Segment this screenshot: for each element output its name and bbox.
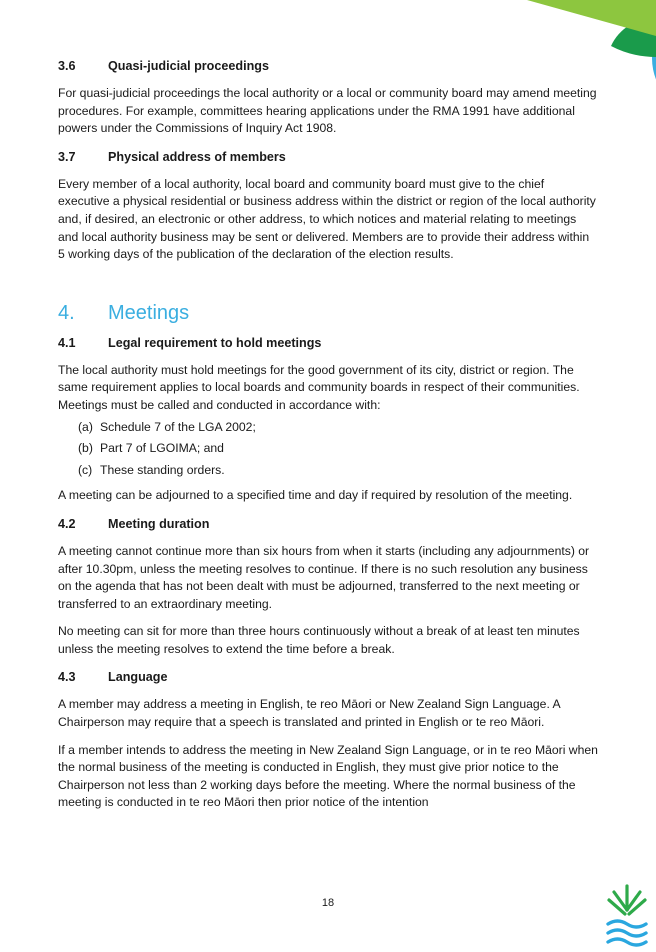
section-title: Language (108, 670, 168, 685)
section-title: Quasi-judicial proceedings (108, 59, 269, 73)
paragraph: A member may address a meeting in English, te reo Māori or New Zealand Sign Language. A Chairperson may require that a speech is translated and printed in English or te reo Māori. (58, 697, 560, 730)
section-number: 4.2 (58, 516, 76, 531)
paragraph: A meeting cannot continue more than six hours from when it starts (including any adjournments) or after 10.30pm, unless the meeting resolves to continue. If there is no such resolution any business on the agenda that has not been dealt with must be adjourned, transferred to the next meeting or transferred to an extraordinary meeting. (58, 543, 590, 611)
section-number: 3.6 (58, 59, 76, 73)
list-marker: (c) (78, 462, 93, 477)
list-text: These standing orders. (100, 462, 225, 477)
paragraph: No meeting can sit for more than three hours continuously without a break of at least ten minutes unless the meeting resolves to extend the time before a break. (58, 624, 580, 656)
chapter-title: Meetings (108, 301, 190, 324)
chapter-number: 4. (58, 301, 75, 324)
list-text: Schedule 7 of the LGA 2002; (100, 419, 256, 434)
section-number: 4.3 (58, 670, 76, 685)
section-heading-4-1 (58, 334, 598, 352)
section-heading-3-7 (58, 148, 598, 166)
paragraph: If a member intends to address the meeting in New Zealand Sign Language, or in te reo Māori when the normal business of the meeting is conducted in English, they must give prior notice to the Chairperson not less than 2 working days before the meeting. Where the normal business of the meeting is conducted in te reo Māori then prior notice of the intention (58, 742, 598, 810)
page-number: 18 (321, 897, 335, 909)
section-title: Physical address of members (108, 149, 286, 164)
document-page (58, 55, 598, 812)
paragraph: For quasi-judicial proceedings the local authority or a local or community board may amend meeting procedures. For example, committees hearing applications under the RMA 1991 have additional powers under the Commissions of Inquiry Act 1908. (58, 86, 597, 136)
section-title: Legal requirement to hold meetings (108, 335, 322, 350)
paragraph: Every member of a local authority, local board and community board must give to the chief executive a physical residential or business address within the district or region of the local authority and, if desired, an electronic or other address, to which notices and material relating to meetings and local authority business may be sent or delivered. Members are to provide their address within 5 working days of the publication of the declaration of the election results. (58, 176, 596, 262)
section-title: Meeting duration (108, 516, 210, 531)
section-heading-4-3 (58, 668, 598, 686)
council-logo-icon (604, 882, 650, 950)
section-heading-3-6 (58, 57, 598, 75)
section-number: 4.1 (58, 335, 76, 350)
list-item (78, 462, 598, 480)
list-item (78, 419, 598, 437)
paragraph: The local authority must hold meetings for the good government of its city, district or region. The same requirement applies to local boards and community boards in respect of their communities. Meetings must be called and conducted in accordance with: (58, 362, 580, 412)
section-heading-4-2 (58, 515, 598, 533)
paragraph: A meeting can be adjourned to a specified time and day if required by resolution of the meeting. (58, 488, 573, 503)
section-number: 3.7 (58, 149, 76, 164)
list-text: Part 7 of LGOIMA; and (100, 441, 224, 456)
list-item (78, 440, 598, 458)
requirement-list (78, 419, 598, 480)
list-marker: (a) (78, 419, 93, 434)
chapter-heading-4 (58, 300, 598, 326)
list-marker: (b) (78, 441, 93, 456)
